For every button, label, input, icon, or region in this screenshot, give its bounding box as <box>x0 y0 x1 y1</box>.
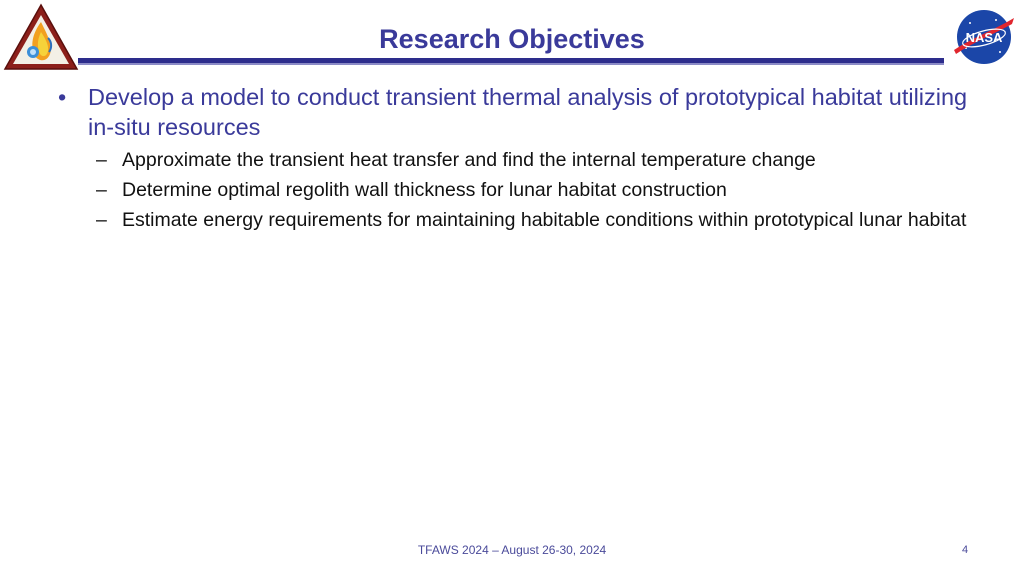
sub-bullet-text: Approximate the transient heat transfer and find the internal temperature change <box>122 149 816 171</box>
nasa-meatball-icon <box>952 8 1016 66</box>
list-item <box>56 82 976 142</box>
page-number: 4 <box>962 544 969 556</box>
title-rule-shadow <box>78 63 944 65</box>
list-item <box>56 177 976 203</box>
sub-bullet-text: Estimate energy requirements for maintaining habitable conditions within prototypical lunar habitat <box>122 209 967 231</box>
bullet-icon: • <box>58 84 67 110</box>
bullet-list <box>56 82 976 233</box>
dash-icon: – <box>96 179 107 201</box>
sub-bullet-text: Determine optimal regolith wall thickness for lunar habitat construction <box>122 179 727 201</box>
list-item <box>56 207 976 233</box>
footer-text: TFAWS 2024 – August 26-30, 2024 <box>417 543 607 557</box>
dash-icon: – <box>96 149 107 171</box>
page-title: Research Objectives <box>379 24 645 54</box>
bullet-text: Develop a model to conduct transient thermal analysis of prototypical habitat utilizing in-situ resources <box>88 84 968 140</box>
svg-text:NASA: NASA <box>965 30 1003 45</box>
dash-icon: – <box>96 209 107 231</box>
list-item <box>56 147 976 173</box>
